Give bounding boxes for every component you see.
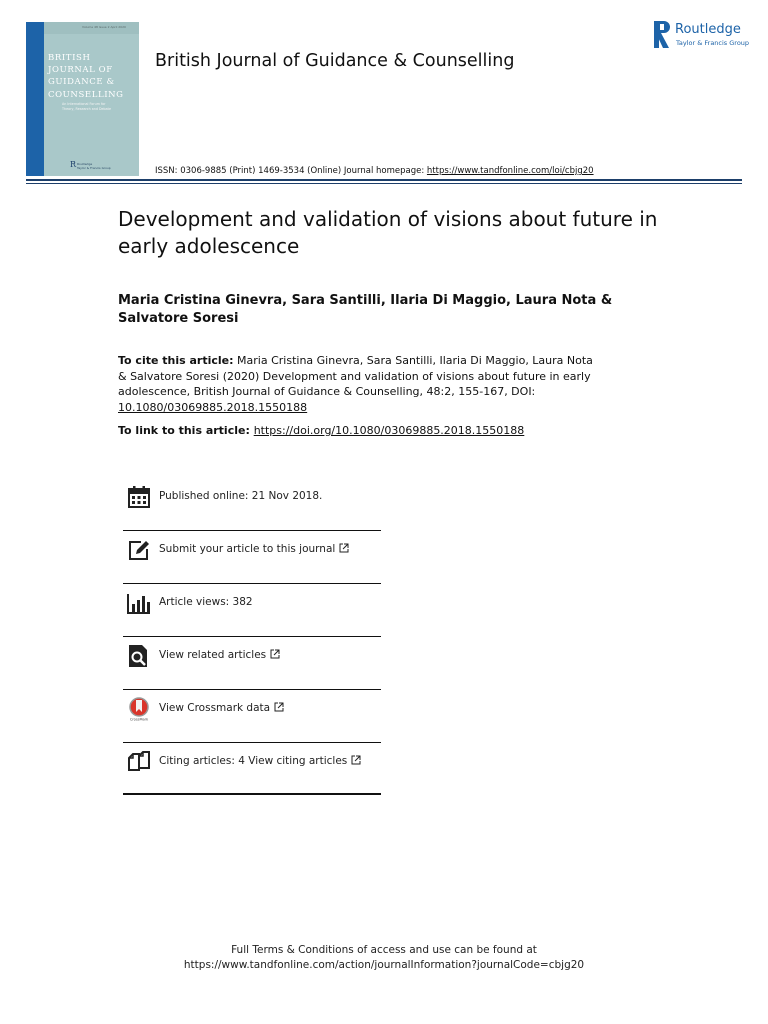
published-online-text: Published online: 21 Nov 2018.: [159, 490, 323, 502]
crossmark-label: View Crossmark data: [159, 702, 271, 714]
article-doi-url-link[interactable]: https://doi.org/10.1080/03069885.2018.1550188: [253, 424, 525, 437]
article-link-block: [118, 423, 678, 439]
routledge-logo-icon: [652, 21, 672, 48]
calendar-icon: [127, 485, 151, 509]
submit-article-link[interactable]: [159, 543, 349, 555]
related-articles-link[interactable]: [159, 649, 280, 661]
footer-terms-url[interactable]: https://www.tandfonline.com/action/journalInformation?journalCode=cbjg20: [183, 959, 585, 971]
crossmark-link[interactable]: [159, 702, 284, 714]
crossmark-icon: [127, 697, 151, 721]
info-item-related[interactable]: [123, 637, 381, 689]
publisher-name: Routledge: [675, 22, 741, 37]
issn-text: ISSN: 0306-9885 (Print) 1469-3534 (Online) Journal homepage:: [155, 166, 427, 176]
external-link-icon: [270, 649, 280, 659]
citing-articles-label: Citing articles: 4 View citing articles: [159, 755, 348, 767]
search-document-icon: [127, 644, 151, 668]
info-divider-bottom: [123, 793, 381, 795]
citation-text: Maria Cristina Ginevra, Sara Santilli, Ilaria Di Maggio, Laura Nota & Salvatore Soresi (2020) Development and validation of visions about future in early adolescence, British Journal of Guidance & Counselling, 48:2, 155-167, DOI:: [118, 354, 593, 398]
external-link-icon: [339, 543, 349, 553]
article-views-text: Article views: 382: [159, 596, 253, 608]
submit-article-label: Submit your article to this journal: [159, 543, 336, 555]
issn-line: [155, 166, 594, 176]
info-item-submit[interactable]: [123, 531, 381, 583]
journal-homepage-link[interactable]: https://www.tandfonline.com/loi/cbjg20: [426, 166, 594, 176]
external-link-icon: [351, 755, 361, 765]
header-rule: [26, 179, 742, 181]
cover-publisher-text: Routledge Taylor & Francis Group: [77, 162, 111, 170]
citation-block: [118, 353, 598, 415]
related-articles-label: View related articles: [159, 649, 267, 661]
cover-subtitle: An International Forum for Theory, Research and Debate: [62, 102, 111, 111]
journal-cover: [26, 22, 139, 176]
publisher-subtitle: Taylor & Francis Group: [676, 39, 750, 47]
article-title: Development and validation of visions about future in early adolescence: [118, 207, 658, 258]
header-rule-thin: [26, 183, 742, 184]
footer-terms-text: Full Terms & Conditions of access and use can be found at: [231, 944, 537, 956]
cover-spine: [26, 22, 44, 176]
cover-volume-line: Volume 48 Issue 2 April 2020: [82, 25, 126, 29]
citation-label: To cite this article:: [118, 354, 234, 367]
info-item-views: [123, 584, 381, 636]
cover-publisher-logo: R: [70, 160, 77, 169]
edit-icon: [127, 538, 151, 562]
doi-link[interactable]: 10.1080/03069885.2018.1550188: [118, 400, 308, 414]
citing-articles-icon: [127, 750, 151, 774]
cover-title: BRITISH JOURNAL OF GUIDANCE & COUNSELLING: [48, 53, 124, 100]
article-authors: Maria Cristina Ginevra, Sara Santilli, Ilaria Di Maggio, Laura Nota & Salvatore Soresi: [118, 293, 613, 326]
bar-chart-icon: [127, 591, 151, 615]
external-link-icon: [274, 702, 284, 712]
link-label: To link to this article:: [118, 424, 254, 437]
crossmark-caption: CrossMark: [129, 717, 149, 721]
terms-footer: [0, 943, 768, 973]
journal-title: British Journal of Guidance & Counselling: [155, 51, 515, 71]
info-item-citing[interactable]: [123, 743, 381, 795]
info-item-published: [123, 478, 381, 530]
info-item-crossmark[interactable]: [123, 690, 381, 742]
citing-articles-link[interactable]: [159, 755, 361, 767]
